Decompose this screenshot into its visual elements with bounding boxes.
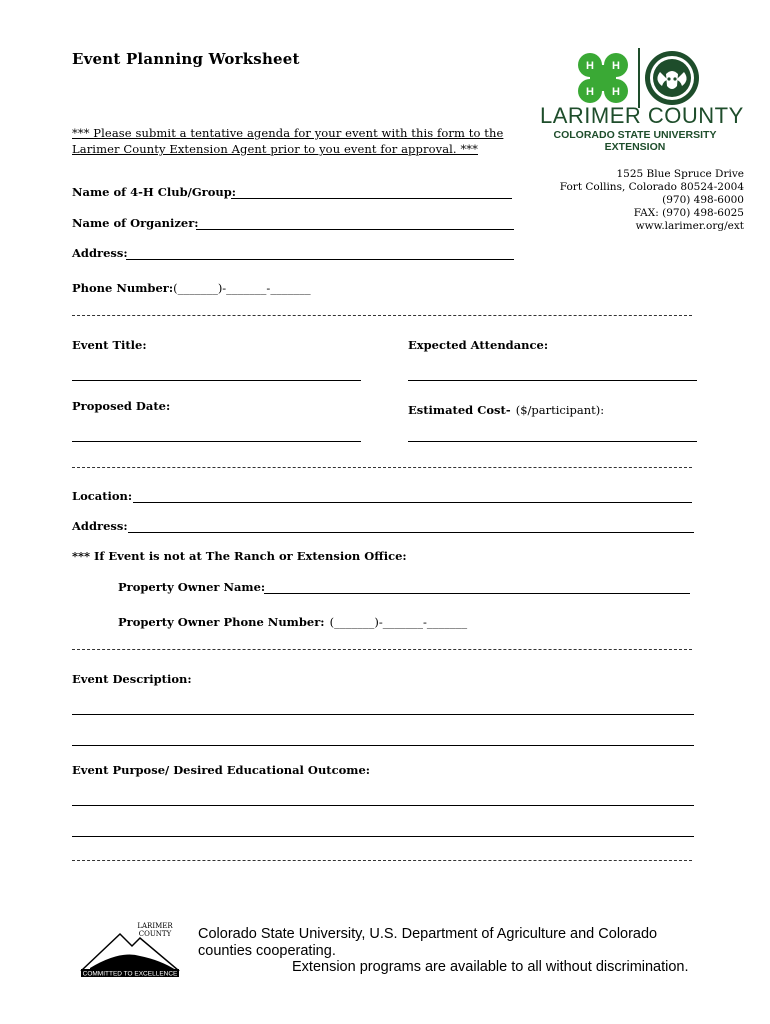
note-line-1: *** Please submit a tentative agenda for your event with this form to the — [72, 126, 504, 140]
footer-line-2: counties cooperating. — [198, 943, 336, 959]
purpose-label: Event Purpose/ Desired Educational Outcome: — [72, 763, 371, 777]
logo-line-1: LARIMER — [137, 922, 173, 930]
organizer-label: Name of Organizer: — [72, 216, 199, 230]
logo-tagline: COMMITTED TO EXCELLENCE — [82, 970, 178, 978]
cost-label: Estimated Cost- — [408, 403, 511, 417]
note-line-2: Larimer County Extension Agent prior to you event for approval. *** — [72, 142, 478, 156]
divider-4 — [72, 860, 692, 861]
location-address-field[interactable] — [128, 532, 694, 533]
description-label: Event Description: — [72, 672, 192, 686]
divider-2 — [72, 467, 692, 468]
cost-row — [408, 399, 604, 418]
date-field[interactable] — [72, 441, 361, 442]
logo-line-2: COUNTY — [138, 930, 172, 938]
event-title-label: Event Title: — [72, 338, 147, 352]
attendance-field[interactable] — [408, 380, 697, 381]
brand-university: COLORADO STATE UNIVERSITY — [553, 129, 717, 141]
location-address-label: Address: — [72, 519, 128, 533]
owner-phone-field[interactable]: (_______)-_______-_______ — [329, 615, 468, 629]
clover-h-4: H — [612, 86, 620, 98]
club-field[interactable] — [231, 198, 512, 199]
club-label: Name of 4-H Club/Group: — [72, 185, 237, 199]
phone-row — [72, 277, 311, 296]
owner-phone-row — [118, 611, 467, 630]
owner-phone-label: Property Owner Phone Number: — [118, 615, 325, 629]
brand-extension: EXTENSION — [604, 141, 666, 153]
location-field[interactable] — [133, 502, 692, 503]
csu-ram-logo — [644, 50, 700, 106]
contact-city: Fort Collins, Colorado 80524-2004 — [559, 181, 744, 193]
page-title: Event Planning Worksheet — [72, 50, 300, 68]
attendance-label: Expected Attendance: — [408, 338, 549, 352]
description-line-1[interactable] — [72, 714, 694, 715]
location-label: Location: — [72, 489, 133, 503]
description-line-2[interactable] — [72, 745, 694, 746]
contact-phone: (970) 498-6000 — [662, 194, 744, 206]
address-field[interactable] — [126, 259, 514, 260]
submission-note-2 — [72, 142, 478, 156]
brand-county: LARIMER COUNTY — [540, 103, 744, 128]
phone-label: Phone Number: — [72, 281, 174, 295]
footer-line-3: Extension programs are available to all without discrimination. — [292, 959, 689, 975]
event-title-field[interactable] — [72, 380, 361, 381]
owner-name-field[interactable] — [264, 593, 690, 594]
divider-1 — [72, 315, 692, 316]
contact-web: www.larimer.org/ext — [635, 220, 744, 232]
purpose-line-2[interactable] — [72, 836, 694, 837]
date-label: Proposed Date: — [72, 399, 171, 413]
contact-fax: FAX: (970) 498-6025 — [633, 207, 744, 219]
address-label: Address: — [72, 246, 128, 260]
contact-street: 1525 Blue Spruce Drive — [616, 168, 744, 180]
larimer-county-logo — [80, 920, 180, 978]
organizer-field[interactable] — [196, 229, 514, 230]
divider-3 — [72, 649, 692, 650]
clover-h-1: H — [586, 60, 594, 72]
submission-note — [72, 126, 503, 140]
4h-clover-logo — [573, 48, 633, 108]
ranch-note: *** If Event is not at The Ranch or Extension Office: — [72, 549, 407, 563]
cost-unit: ($/participant): — [515, 403, 605, 417]
clover-h-2: H — [612, 60, 620, 72]
cost-field[interactable] — [408, 441, 697, 442]
clover-h-3: H — [586, 86, 594, 98]
footer-line-1: Colorado State University, U.S. Department of Agriculture and Colorado — [198, 926, 658, 942]
purpose-line-1[interactable] — [72, 805, 694, 806]
owner-name-label: Property Owner Name: — [118, 580, 266, 594]
phone-field[interactable]: (_______)-_______-_______ — [173, 281, 311, 295]
logo-divider — [638, 48, 640, 108]
